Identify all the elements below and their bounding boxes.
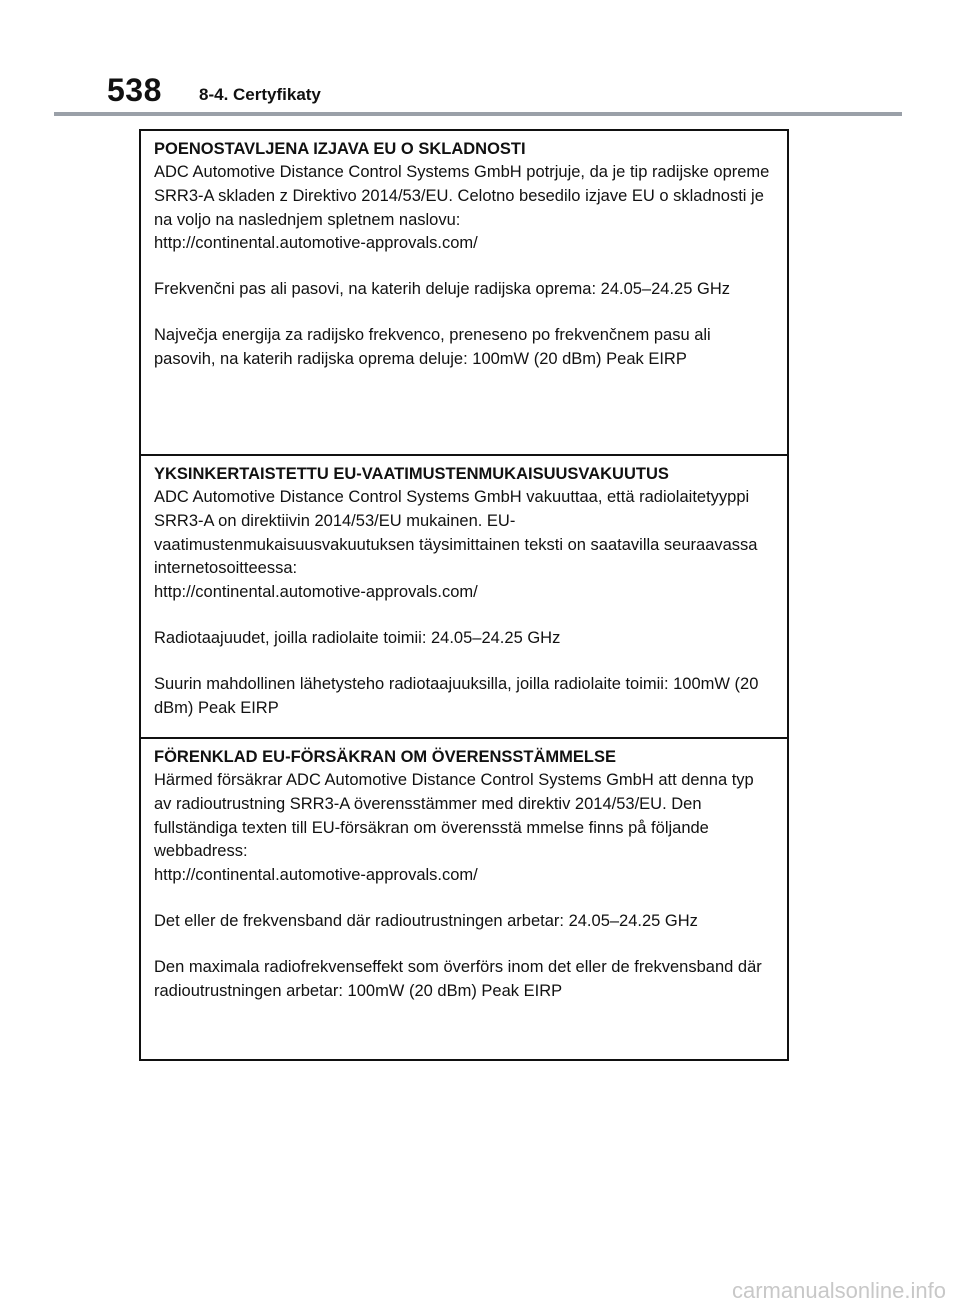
max-power-text: Največja energija za radijsko frekvenco, preneseno po frekvenčnem pasu ali pasovih, na katerih radijska oprema deluje: 100mW (20 dBm) Peak EIRP [154,325,711,368]
header-divider [54,112,902,116]
frequency-band-text: Det eller de frekvensband där radioutrustningen arbetar: 24.05–24.25 GHz [154,911,698,930]
declaration-heading: YKSINKERTAISTETTU EU-VAATIMUSTENMUKAISUUSVAKUUTUS [154,465,669,483]
declaration-slovenian [141,131,787,454]
declaration-url: http://continental.automotive-approvals.com/ [154,583,478,602]
max-power-text: Suurin mahdollinen lähetysteho radiotaajuuksilla, joilla radiolaite toimii: 100mW (20 dBm) Peak EIRP [154,674,759,717]
declaration-body: Härmed försäkrar ADC Automotive Distance Control Systems GmbH att denna typ av radioutrustning SRR3-A överensstämmer med direktiv 2014/53/EU. Den fullständiga texten till EU-försäkran om överensstä mmelse finns på följande webbadress: [154,771,754,861]
max-power-text: Den maximala radiofrekvenseffekt som överförs inom det eller de frekvensband där radioutrustningen arbetar: 100mW (20 dBm) Peak EIRP [154,957,762,1000]
page-header [0,0,960,118]
frequency-band-text: Radiotaajuudet, joilla radiolaite toimii: 24.05–24.25 GHz [154,628,561,647]
declaration-url: http://continental.automotive-approvals.com/ [154,866,478,885]
section-title: 8-4. Certyfikaty [199,85,321,104]
watermark: carmanualsonline.info [731,1278,946,1303]
declaration-heading: POENOSTAVLJENA IZJAVA EU O SKLADNOSTI [154,140,526,158]
declaration-finnish [141,454,787,737]
declaration-swedish [141,737,787,1059]
certificate-table [139,129,789,1061]
declaration-url: http://continental.automotive-approvals.com/ [154,234,478,253]
declaration-heading: FÖRENKLAD EU-FÖRSÄKRAN OM ÖVERENSSTÄMMELSE [154,748,617,766]
declaration-body: ADC Automotive Distance Control Systems GmbH potrjuje, da je tip radijske opreme SRR3-A skladen z Direktivo 2014/53/EU. Celotno besedilo izjave EU o skladnosti je na voljo na naslednjem spletnem naslovu: [154,163,770,229]
declaration-body: ADC Automotive Distance Control Systems GmbH vakuuttaa, että radiolaitetyyppi SRR3-A on direktiivin 2014/53/EU mukainen. EU-vaatimustenmukaisuusvakuutuksen täysimittainen teksti on saatavilla seuraavassa internetosoitteessa: [154,488,758,578]
page-number: 538 [107,72,162,108]
frequency-band-text: Frekvenčni pas ali pasovi, na katerih deluje radijska oprema: 24.05–24.25 GHz [154,280,730,299]
